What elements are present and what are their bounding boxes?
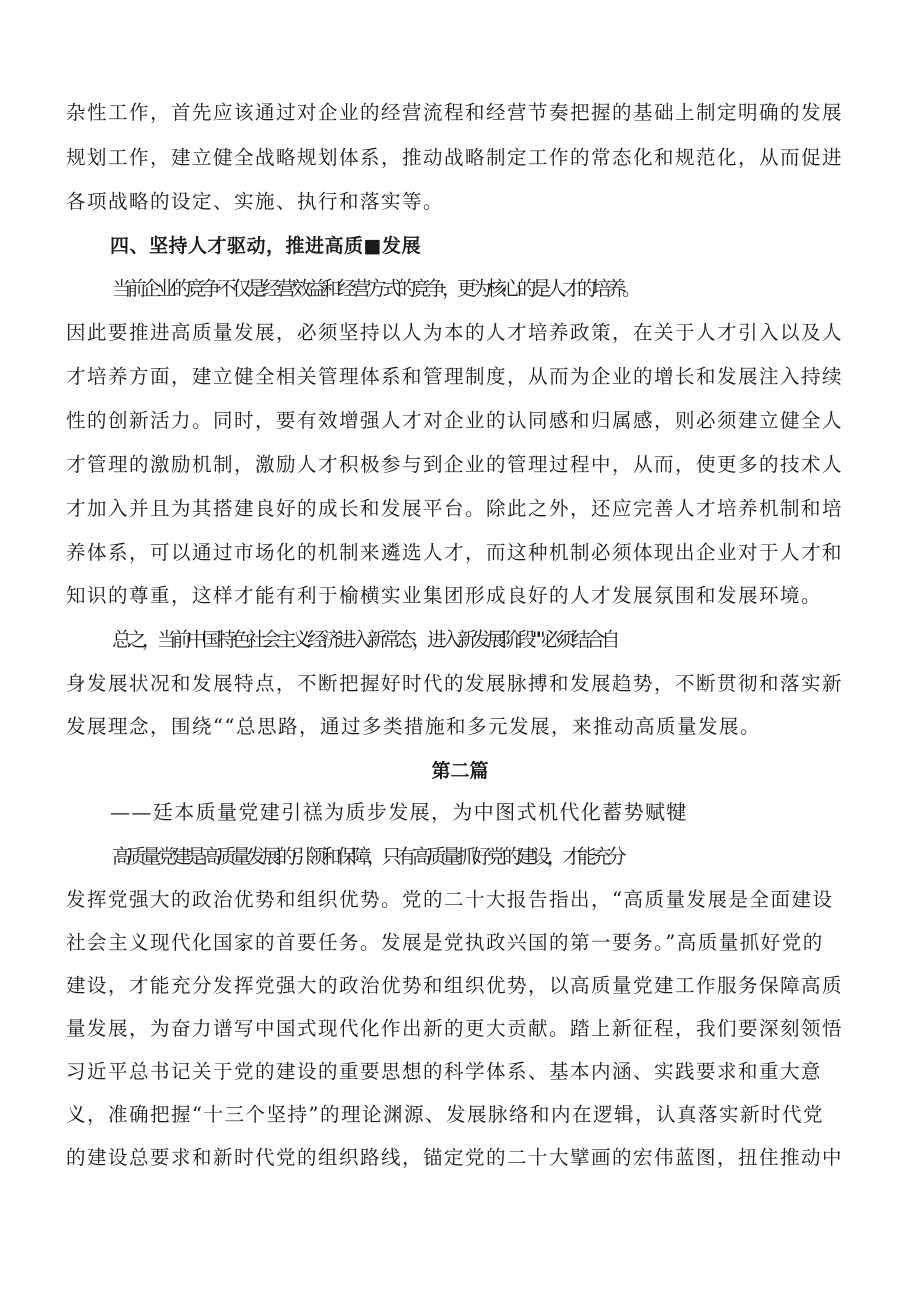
paragraph-line: 才加入并且为其搭建良好的成长和发展平台。除此之外，还应完善人才培养机制和培 <box>66 497 844 520</box>
paragraph-line: 规划工作，建立健全战略规划体系，推动战略制定工作的常态化和规范化，从而促进 <box>66 146 844 169</box>
paragraph-line: 当前企业的竞争不仅是经营效益和经营方式的竞争，更为核心的是人才的培养。 <box>112 277 638 300</box>
paragraph-line: 性的创新活力。同时，要有效增强人才对企业的认同感和归属感，则必须建立健全人 <box>66 409 844 432</box>
paragraph-line: 建设，才能充分发挥党强大的政治优势和组织优势，以高质量党建工作服务保障高质 <box>66 974 844 997</box>
paragraph-line: 社会主义现代化国家的首要任务。发展是党执政兴国的第一要务。”高质量抓好党的 <box>66 931 824 954</box>
paragraph-line: 知识的尊重，这样才能有利于榆横实业集团形成良好的人才发展氛围和发展环境。 <box>66 584 823 607</box>
paragraph-line: 因此要推进高质量发展，必须坚持以人为本的人才培养政策，在关于人才引入以及人 <box>66 321 844 344</box>
paragraph-line: 才管理的激励机制，激励人才积极参与到企业的管理过程中，从而，使更多的技术人 <box>66 453 844 476</box>
section-heading-4: 四、坚持人才驱动，推进高质■发展 <box>110 235 421 257</box>
paragraph-line: 发挥党强大的政治优势和组织优势。党的二十大报告指出，“高质量发展是全面建设 <box>66 888 834 911</box>
chapter-title: 第二篇 <box>431 760 489 782</box>
chapter-subtitle: ——廷本质量党建引禚为质步发展，为中图式机代化蓄势赋犍 <box>110 800 688 824</box>
paragraph-line: 各项战略的设定、实施、执行和落实等。 <box>66 190 445 213</box>
paragraph-line: 才培养方面，建立健全相关管理体系和管理制度，从而为企业的增长和发展注入持续 <box>66 365 844 388</box>
paragraph-line: 总之，当前中国特色社会主义经济进入新常态，进入新发展阶段""必须结合自 <box>112 628 616 651</box>
paragraph-line: 养体系，可以通过市场化的机制来遴选人才，而这种机制必须体现出企业对于人才和 <box>66 541 844 564</box>
paragraph-line: 义，准确把握“十三个坚持”的理论渊源、发展脉络和内在逻辑，认真落实新时代党 <box>66 1103 824 1126</box>
paragraph-line: 高质量党建是高质量发展的引领和保障，只有高质量抓好党的建设，才能充分 <box>112 845 623 868</box>
paragraph-line: 杂性工作，首先应该通过对企业的经营流程和经营节奏把握的基础上制定明确的发展 <box>66 101 844 124</box>
paragraph-line: 身发展状况和发展特点，不断把握好时代的发展脉搏和发展趋势，不断贯彻和落实新 <box>66 672 844 695</box>
paragraph-line: 发展理念，围绕““总思路，通过多类措施和多元发展，来推动高质量发展。 <box>66 715 761 738</box>
paragraph-line: 的建设总要求和新时代党的组织路线，锚定党的二十大擘画的宏伟蓝图，扭住推动中 <box>66 1146 844 1169</box>
paragraph-line: 量发展，为奋力谱写中国式现代化作出新的更大贡献。踏上新征程，我们要深刻领悟 <box>66 1017 844 1040</box>
paragraph-line: 习近平总书记关于党的建设的重要思想的科学体系、基本内涵、实践要求和重大意 <box>66 1060 823 1083</box>
